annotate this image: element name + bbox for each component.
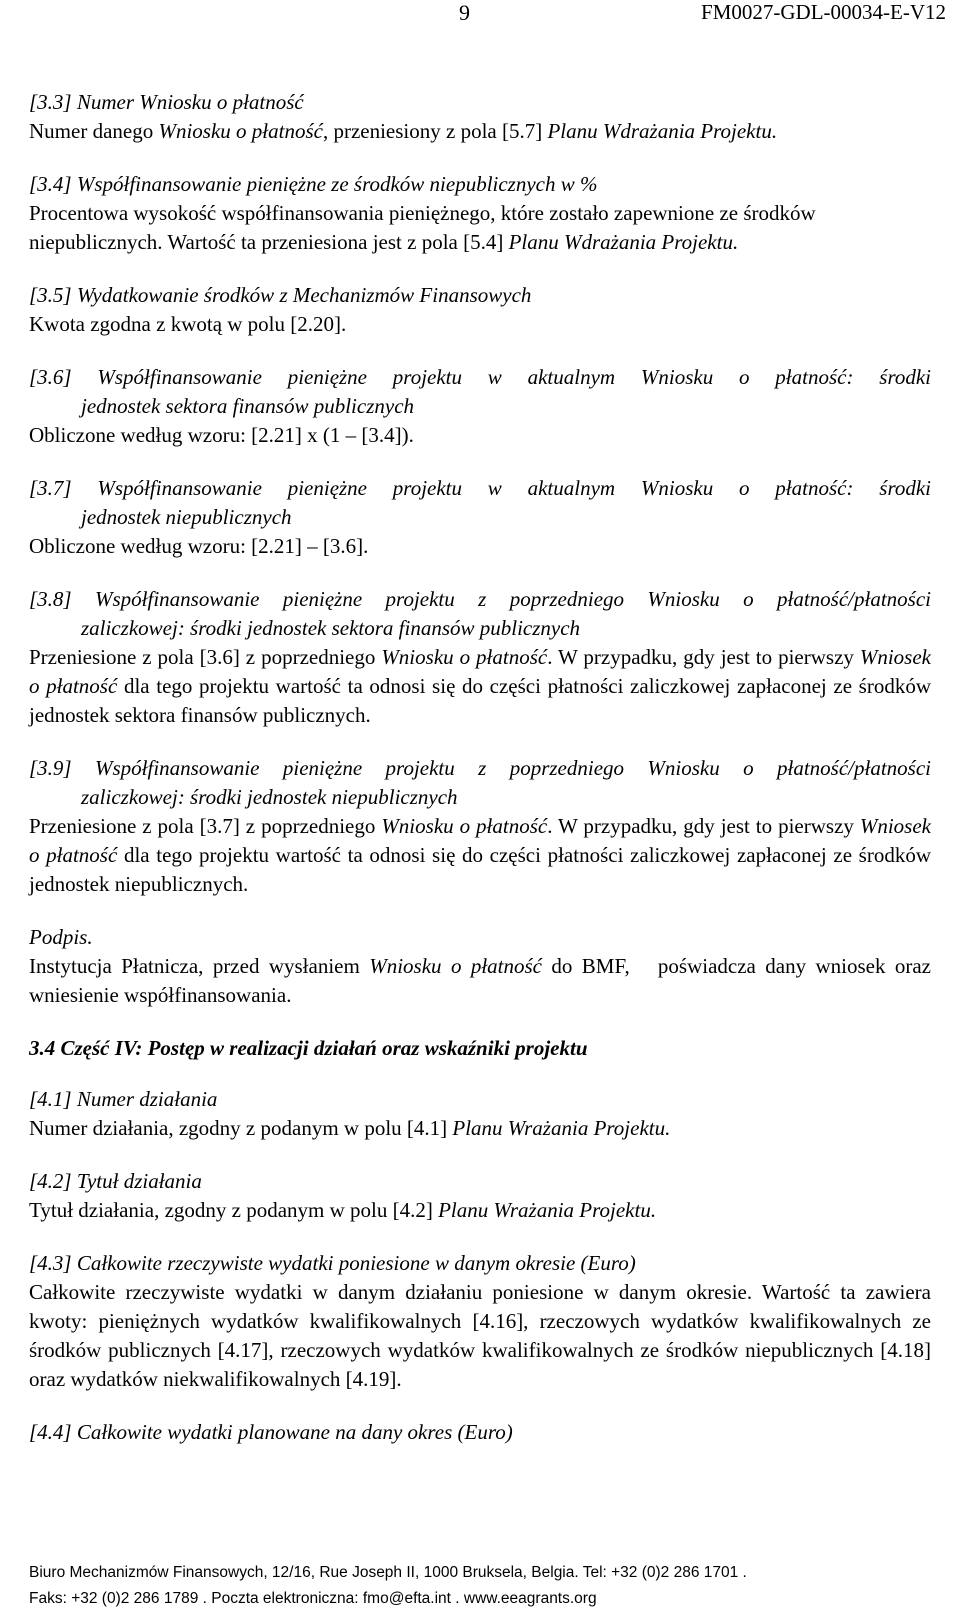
section-title: [4.2] Tytuł działania (29, 1169, 202, 1193)
page-footer (29, 1560, 931, 1612)
section-title: [4.3] Całkowite rzeczywiste wydatki poniesione w danym okresie (Euro) (29, 1251, 636, 1275)
section-title-continued: zaliczkowej: środki jednostek niepublicznych (81, 785, 458, 809)
page-number: 9 (459, 0, 470, 25)
section-signature (29, 923, 937, 1010)
section-text: Przeniesione z pola [3.6] z poprzedniego Wniosku o płatność. W przypadku, gdy jest to pierwszy Wniosek o płatność dla tego projektu wartość ta odnosi się do części płatności zaliczkowej zapłaconej ze środków jednostek sektora finansów publicznych. (29, 645, 931, 727)
section-title-continued: zaliczkowej: środki jednostek sektora finansów publicznych (81, 616, 581, 640)
section-text: Numer danego Wniosku o płatność, przeniesiony z pola [5.7] Planu Wdrażania Projektu. (29, 119, 778, 143)
document-code: FM0027-GDL-00034-E-V12 (701, 0, 946, 24)
section-4-2 (29, 1167, 931, 1225)
section-text: Przeniesione z pola [3.7] z poprzedniego Wniosku o płatność. W przypadku, gdy jest to pierwszy Wniosek o płatność dla tego projektu wartość ta odnosi się do części płatności zaliczkowej zapłaconej ze środków jednostek niepublicznych. (29, 814, 931, 896)
section-text: Instytucja Płatnicza, przed wysłaniem Wniosku o płatność do BMF, poświadcza dany wniosek oraz wniesienie współfinansowania. (29, 954, 937, 1007)
section-title: [3.4] Współfinansowanie pieniężne ze środków niepublicznych w % (29, 172, 598, 196)
section-title: [3.7] Współfinansowanie pieniężne projektu w aktualnym Wniosku o płatność: środki (29, 476, 931, 500)
part-iv-heading: 3.4 Część IV: Postęp w realizacji działań oraz wskaźniki projektu (29, 1036, 588, 1060)
section-title-continued: jednostek sektora finansów publicznych (81, 394, 415, 418)
section-text: Procentowa wysokość współfinansowania pieniężnego, które zostało zapewnione ze środków niepublicznych. Wartość ta przeniesiona jest z pola [5.4] Planu Wdrażania Projektu. (29, 201, 816, 254)
section-text: Kwota zgodna z kwotą w polu [2.20]. (29, 312, 347, 336)
section-4-1 (29, 1085, 931, 1143)
section-3-7 (29, 474, 931, 561)
section-text: Obliczone według wzoru: [2.21] – [3.6]. (29, 534, 369, 558)
section-4-3 (29, 1249, 931, 1394)
footer-contact: Faks: +32 (0)2 286 1789 . Poczta elektroniczna: fmo@efta.int . www.eeagrants.org (29, 1590, 597, 1607)
section-title: [3.8] Współfinansowanie pieniężne projektu z poprzedniego Wniosku o płatność/płatności (29, 587, 931, 611)
section-3-4 (29, 170, 931, 257)
section-title: [4.1] Numer działania (29, 1087, 218, 1111)
section-3-8 (29, 585, 931, 730)
section-3-5 (29, 281, 931, 339)
section-title: Podpis. (29, 925, 93, 949)
section-title: [3.5] Wydatkowanie środków z Mechanizmów Finansowych (29, 283, 532, 307)
section-text: Tytuł działania, zgodny z podanym w polu [4.2] Planu Wrażania Projektu. (29, 1198, 657, 1222)
section-3-3 (29, 88, 931, 146)
section-title: [4.4] Całkowite wydatki planowane na dany okres (Euro) (29, 1420, 513, 1444)
section-title: [3.9] Współfinansowanie pieniężne projektu z poprzedniego Wniosku o płatność/płatności (29, 756, 931, 780)
section-title: [3.6] Współfinansowanie pieniężne projektu w aktualnym Wniosku o płatność: środki (29, 365, 931, 389)
section-text: Obliczone według wzoru: [2.21] x (1 – [3.4]). (29, 423, 414, 447)
section-text: Całkowite rzeczywiste wydatki w danym działaniu poniesione w danym okresie. Wartość ta zawiera kwoty: pieniężnych wydatków kwalifikowalnych [4.16], rzeczowych wydatków kwalifikowalnych ze środków publicznych [4.17], rzeczowych wydatków kwalifikowalnych ze środków niepublicznych [4.18] oraz wydatków niekwalifikowalnych [4.19]. (29, 1280, 931, 1391)
section-3-9 (29, 754, 931, 899)
section-4-4 (29, 1418, 931, 1447)
section-title-continued: jednostek niepublicznych (81, 505, 292, 529)
section-title: [3.3] Numer Wniosku o płatność (29, 90, 304, 114)
section-text: Numer działania, zgodny z podanym w polu [4.1] Planu Wrażania Projektu. (29, 1116, 671, 1140)
footer-address: Biuro Mechanizmów Finansowych, 12/16, Rue Joseph II, 1000 Bruksela, Belgia. Tel: +32 (0)2 286 1701 . (29, 1564, 747, 1581)
section-3-6 (29, 363, 931, 450)
document-body (29, 88, 937, 1471)
